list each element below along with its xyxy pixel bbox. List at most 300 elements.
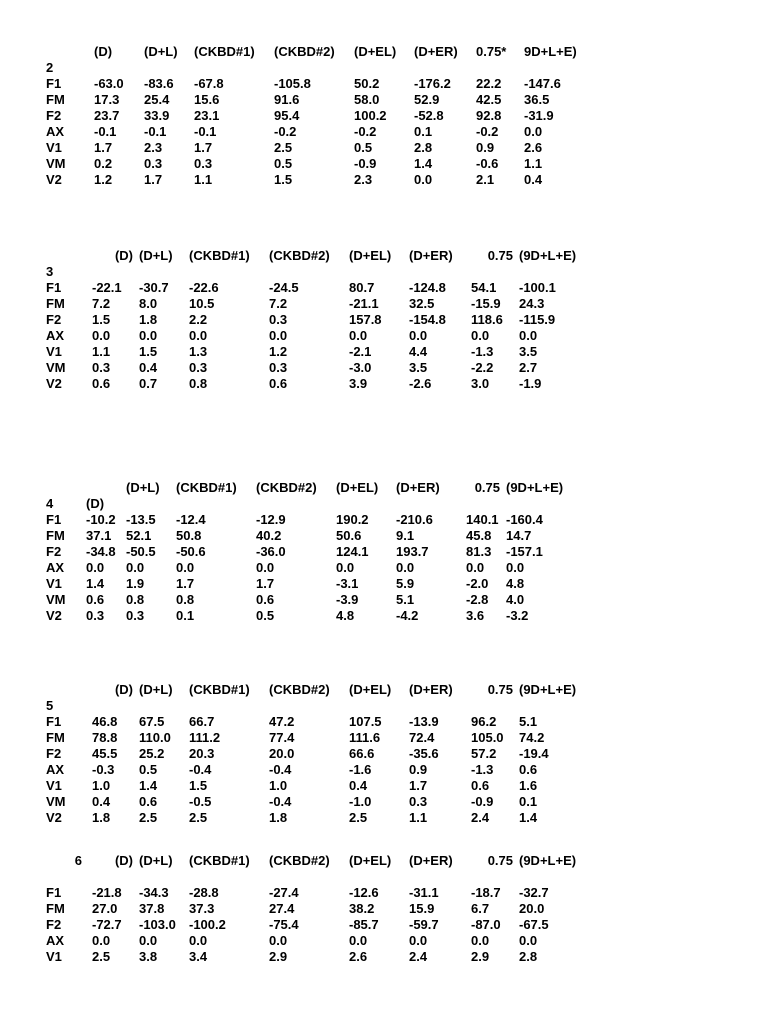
table-cell: 0.6	[92, 376, 111, 391]
table-cell: -4.2	[396, 608, 419, 623]
table-cell: 80.7	[349, 280, 375, 295]
table-cell: -34.3	[139, 885, 169, 900]
table-row	[46, 576, 586, 592]
table-cell: 1.1	[194, 172, 213, 187]
table-cell: 0.9	[409, 762, 428, 777]
table-cell: 45.5	[92, 746, 118, 761]
table-cell: -2.1	[349, 344, 372, 359]
row-label: F2	[46, 746, 62, 761]
table-row	[46, 108, 604, 124]
data-table	[46, 44, 604, 188]
table-cell: 20.0	[519, 901, 545, 916]
table-row	[46, 592, 586, 608]
table-cell: -87.0	[471, 917, 501, 932]
table-row	[46, 778, 599, 794]
table-cell: 4.8	[336, 608, 355, 623]
table-cell: 2.3	[354, 172, 373, 187]
row-label: FM	[46, 730, 65, 745]
table-cell: 124.1	[336, 544, 369, 559]
row-label: AX	[46, 124, 65, 139]
col-header: (D+EL)	[349, 853, 392, 868]
table-cell: 0.5	[139, 762, 158, 777]
table-cell: 1.1	[524, 156, 543, 171]
col-header: 0.75	[474, 480, 500, 495]
table-cell: 3.4	[189, 949, 208, 964]
table-cell: 50.8	[176, 528, 202, 543]
table-cell: -85.7	[349, 917, 379, 932]
table-cell: 4.0	[506, 592, 525, 607]
header-row	[46, 480, 586, 496]
table-cell: 111.2	[189, 730, 221, 745]
table-cell: 0.1	[519, 794, 538, 809]
col-header: (CKBD#1)	[189, 853, 250, 868]
col-header: (D)	[114, 853, 133, 868]
table-row	[46, 901, 599, 917]
col-header: 0.75	[487, 248, 513, 263]
table-cell: -1.6	[349, 762, 372, 777]
table-cell: 42.5	[476, 92, 502, 107]
table-cell: 0.0	[519, 933, 538, 948]
table-row	[46, 156, 604, 172]
table-body	[46, 714, 599, 826]
table-cell: 0.5	[354, 140, 373, 155]
table-cell: 95.4	[274, 108, 300, 123]
table-cell: 3.8	[139, 949, 158, 964]
table-cell: -1.3	[471, 344, 494, 359]
table-cell: 1.7	[144, 172, 163, 187]
table-cell: 92.8	[476, 108, 502, 123]
table-cell: 2.5	[139, 810, 158, 825]
table-cell: -2.6	[409, 376, 432, 391]
table-cell: -0.2	[476, 124, 499, 139]
table-cell: 1.4	[519, 810, 538, 825]
table-cell: 107.5	[349, 714, 382, 729]
col-header: (D+ER)	[414, 44, 458, 59]
table-cell: 17.3	[94, 92, 120, 107]
table-cell: 38.2	[349, 901, 375, 916]
table-cell: 100.2	[354, 108, 387, 123]
col-header: (CKBD#2)	[269, 248, 330, 263]
table-cell: 0.0	[139, 328, 158, 343]
table-cell: 2.5	[92, 949, 111, 964]
table-cell: 0.6	[519, 762, 538, 777]
table-cell: 2.7	[519, 360, 538, 375]
table-cell: 0.4	[524, 172, 543, 187]
table-row	[46, 714, 599, 730]
table-row	[46, 917, 599, 933]
table-cell: 0.0	[189, 933, 208, 948]
table-cell: 3.9	[349, 376, 368, 391]
table-cell: 0.3	[189, 360, 208, 375]
table-cell: 0.0	[471, 328, 490, 343]
table-cell: 47.2	[269, 714, 295, 729]
table-cell: 0.0	[409, 328, 428, 343]
table-cell: 0.0	[349, 933, 368, 948]
table-cell: -100.2	[189, 917, 226, 932]
table-body	[46, 280, 599, 392]
table-cell: 1.1	[409, 810, 428, 825]
data-table	[46, 480, 586, 624]
table-cell: 2.8	[519, 949, 538, 964]
table-cell: 37.8	[139, 901, 165, 916]
table-cell: -1.0	[349, 794, 372, 809]
table-cell: -31.9	[524, 108, 554, 123]
table-cell: 15.9	[409, 901, 435, 916]
row-label: V1	[46, 778, 62, 793]
table-cell: -0.2	[354, 124, 377, 139]
col-header: (D+L)	[139, 248, 173, 263]
table-cell: 2.5	[349, 810, 368, 825]
table-cell: 37.3	[189, 901, 215, 916]
row-label: F2	[46, 108, 62, 123]
row-label: V1	[46, 576, 62, 591]
table-3	[46, 248, 768, 392]
table-row	[46, 810, 599, 826]
table-cell: -83.6	[144, 76, 174, 91]
table-cell: -32.7	[519, 885, 549, 900]
table-cell: 2.9	[269, 949, 288, 964]
table-cell: -30.7	[139, 280, 169, 295]
table-cell: 2.6	[349, 949, 368, 964]
col-header: (D)	[86, 496, 105, 511]
row-label: V1	[46, 344, 62, 359]
data-table	[46, 853, 599, 965]
table-cell: -0.9	[354, 156, 377, 171]
table-cell: 2.4	[409, 949, 428, 964]
col-header: (CKBD#1)	[189, 248, 250, 263]
table-cell: 1.1	[92, 344, 111, 359]
table-cell: 0.0	[471, 933, 490, 948]
table-cell: 0.6	[269, 376, 288, 391]
table-cell: 5.1	[396, 592, 415, 607]
table-cell: -176.2	[414, 76, 451, 91]
table-cell: 33.9	[144, 108, 170, 123]
table-cell: 140.1	[466, 512, 499, 527]
table-cell: 1.5	[92, 312, 111, 327]
table-cell: -0.5	[189, 794, 212, 809]
table-cell: 57.2	[471, 746, 497, 761]
col-header: (D+ER)	[409, 682, 453, 697]
table-cell: -100.1	[519, 280, 556, 295]
table-cell: 0.0	[269, 933, 288, 948]
row-label: AX	[46, 328, 65, 343]
table-row	[46, 172, 604, 188]
table-cell: -115.9	[519, 312, 556, 327]
table-cell: 22.2	[476, 76, 502, 91]
table-cell: 2.6	[524, 140, 543, 155]
col-header: (D+L)	[144, 44, 178, 59]
table-cell: 27.0	[92, 901, 118, 916]
row-label: V2	[46, 172, 62, 187]
table-cell: 0.3	[409, 794, 428, 809]
table-cell: 0.9	[476, 140, 495, 155]
row-label: F1	[46, 76, 62, 91]
table-cell: 66.6	[349, 746, 375, 761]
table-cell: 14.7	[506, 528, 532, 543]
table-cell: 2.3	[144, 140, 163, 155]
table-cell: -157.1	[506, 544, 543, 559]
data-table	[46, 248, 599, 392]
table-cell: 78.8	[92, 730, 118, 745]
table-cell: -50.6	[176, 544, 206, 559]
col-header: (D+ER)	[409, 248, 453, 263]
table-cell: 0.0	[92, 328, 111, 343]
table-cell: 1.7	[409, 778, 428, 793]
table-row	[46, 360, 599, 376]
row-label: V2	[46, 810, 62, 825]
table-cell: 0.0	[256, 560, 275, 575]
table-row	[46, 933, 599, 949]
table-cell: -2.2	[471, 360, 494, 375]
table-cell: 50.6	[336, 528, 362, 543]
table-cell: 54.1	[471, 280, 497, 295]
col-header: (D+EL)	[336, 480, 379, 495]
table-cell: 2.5	[274, 140, 293, 155]
table-cell: 1.4	[414, 156, 433, 171]
col-header: (D+L)	[139, 853, 173, 868]
table-cell: -1.9	[519, 376, 542, 391]
table-cell: 0.3	[144, 156, 163, 171]
col-header: 0.75	[487, 682, 513, 697]
table-cell: -59.7	[409, 917, 439, 932]
table-cell: -35.6	[409, 746, 439, 761]
table-cell: -27.4	[269, 885, 299, 900]
table-cell: 1.5	[274, 172, 293, 187]
table-cell: 25.4	[144, 92, 170, 107]
row-label: V1	[46, 140, 62, 155]
table-cell: 2.4	[471, 810, 490, 825]
table-cell: -12.6	[349, 885, 379, 900]
table-cell: 0.6	[139, 794, 158, 809]
table-cell: 105.0	[471, 730, 504, 745]
table-cell: 0.0	[139, 933, 158, 948]
id-row	[46, 496, 586, 512]
table-cell: 20.0	[269, 746, 295, 761]
table-cell: -22.6	[189, 280, 219, 295]
table-cell: 40.2	[256, 528, 282, 543]
table-cell: 0.4	[92, 794, 111, 809]
table-cell: 0.0	[524, 124, 543, 139]
row-label: F1	[46, 512, 62, 527]
table-cell: -0.1	[144, 124, 167, 139]
col-header: (D+ER)	[409, 853, 453, 868]
table-cell: -3.2	[506, 608, 529, 623]
table-cell: -12.4	[176, 512, 206, 527]
col-header: (CKBD#1)	[176, 480, 237, 495]
table-cell: 0.2	[94, 156, 113, 171]
table-cell: 0.0	[269, 328, 288, 343]
table-cell: 15.6	[194, 92, 220, 107]
table-cell: -63.0	[94, 76, 124, 91]
table-cell: -34.8	[86, 544, 116, 559]
table-cell: 0.3	[269, 360, 288, 375]
table-cell: 96.2	[471, 714, 497, 729]
table-cell: -31.1	[409, 885, 439, 900]
table-cell: 0.3	[269, 312, 288, 327]
table-cell: 0.5	[256, 608, 275, 623]
table-body	[46, 885, 599, 965]
col-header: 0.75	[487, 853, 513, 868]
table-cell: -10.2	[86, 512, 116, 527]
table-cell: 8.0	[139, 296, 158, 311]
table-cell: 25.2	[139, 746, 165, 761]
col-header: (D)	[114, 248, 133, 263]
table-cell: -0.4	[269, 794, 292, 809]
table-cell: -19.4	[519, 746, 549, 761]
table-cell: -72.7	[92, 917, 122, 932]
table-cell: 0.6	[86, 592, 105, 607]
table-cell: 0.0	[189, 328, 208, 343]
table-cell: 91.6	[274, 92, 300, 107]
table-cell: -0.4	[269, 762, 292, 777]
table-number: 4	[46, 496, 54, 511]
table-cell: 190.2	[336, 512, 369, 527]
col-header: (D)	[114, 682, 133, 697]
table-cell: 77.4	[269, 730, 295, 745]
row-label: FM	[46, 296, 65, 311]
table-cell: 81.3	[466, 544, 492, 559]
table-cell: 37.1	[86, 528, 112, 543]
table-number: 6	[74, 853, 82, 868]
table-cell: 1.4	[139, 778, 158, 793]
table-cell: 2.5	[189, 810, 208, 825]
table-cell: -75.4	[269, 917, 299, 932]
table-cell: 46.8	[92, 714, 118, 729]
table-cell: 0.7	[139, 376, 158, 391]
table-row	[46, 885, 599, 901]
table-cell: 2.2	[189, 312, 208, 327]
table-number: 5	[46, 698, 54, 713]
table-row	[46, 328, 599, 344]
table-cell: -210.6	[396, 512, 433, 527]
table-cell: 10.5	[189, 296, 215, 311]
table-cell: 0.1	[176, 608, 195, 623]
table-5	[46, 682, 768, 826]
spacer-row	[46, 869, 599, 885]
table-row	[46, 376, 599, 392]
table-cell: -3.1	[336, 576, 359, 591]
table-cell: 1.8	[139, 312, 158, 327]
table-cell: 0.0	[466, 560, 485, 575]
table-cell: 0.4	[139, 360, 158, 375]
table-cell: -22.1	[92, 280, 122, 295]
table-cell: -67.8	[194, 76, 224, 91]
data-table	[46, 682, 599, 826]
table-cell: 0.6	[256, 592, 275, 607]
table-cell: -103.0	[139, 917, 176, 932]
table-body	[46, 512, 586, 624]
table-cell: 0.3	[126, 608, 145, 623]
table-cell: 24.3	[519, 296, 545, 311]
id-row	[46, 698, 599, 714]
table-cell: 4.4	[409, 344, 428, 359]
table-cell: -124.8	[409, 280, 446, 295]
col-header: (D+EL)	[354, 44, 397, 59]
row-label: AX	[46, 933, 65, 948]
table-cell: 0.5	[274, 156, 293, 171]
table-row	[46, 949, 599, 965]
table-cell: -160.4	[506, 512, 543, 527]
row-label: F2	[46, 544, 62, 559]
table-row	[46, 312, 599, 328]
row-label: AX	[46, 560, 65, 575]
table-cell: -0.3	[92, 762, 115, 777]
header-row	[46, 44, 604, 60]
table-cell: 27.4	[269, 901, 295, 916]
table-cell: 1.0	[92, 778, 111, 793]
id-row	[46, 264, 599, 280]
table-cell: -1.3	[471, 762, 494, 777]
table-cell: -24.5	[269, 280, 299, 295]
table-cell: 1.2	[94, 172, 113, 187]
table-cell: 0.0	[414, 172, 433, 187]
header-row	[46, 853, 599, 869]
col-header: (CKBD#1)	[189, 682, 250, 697]
table-cell: 23.1	[194, 108, 220, 123]
table-cell: 23.7	[94, 108, 120, 123]
table-cell: 0.3	[194, 156, 213, 171]
table-cell: -3.0	[349, 360, 372, 375]
table-cell: 157.8	[349, 312, 382, 327]
table-cell: 193.7	[396, 544, 429, 559]
table-cell: 74.2	[519, 730, 545, 745]
row-label: VM	[46, 592, 66, 607]
table-cell: 1.0	[269, 778, 288, 793]
table-cell: 1.5	[189, 778, 208, 793]
col-header: (CKBD#2)	[269, 853, 330, 868]
row-label: FM	[46, 901, 65, 916]
table-cell: 0.0	[396, 560, 415, 575]
table-cell: -21.1	[349, 296, 379, 311]
col-header: (D+EL)	[349, 682, 392, 697]
table-cell: -154.8	[409, 312, 446, 327]
table-cell: 1.7	[94, 140, 113, 155]
table-cell: 0.0	[176, 560, 195, 575]
table-number: 2	[46, 60, 54, 75]
col-header: (D+L)	[139, 682, 173, 697]
table-cell: -67.5	[519, 917, 549, 932]
table-6	[46, 853, 768, 965]
table-row	[46, 746, 599, 762]
table-cell: 6.7	[471, 901, 490, 916]
header-row	[46, 682, 599, 698]
table-cell: -3.9	[336, 592, 359, 607]
row-label: FM	[46, 528, 65, 543]
table-row	[46, 280, 599, 296]
table-cell: 0.3	[86, 608, 105, 623]
table-cell: 118.6	[471, 312, 503, 327]
table-cell: 0.8	[126, 592, 145, 607]
table-row	[46, 76, 604, 92]
table-row	[46, 344, 599, 360]
row-label: F1	[46, 714, 62, 729]
table-cell: 0.0	[409, 933, 428, 948]
table-row	[46, 124, 604, 140]
table-cell: 1.7	[256, 576, 275, 591]
table-body	[46, 76, 604, 188]
col-header: 0.75*	[476, 44, 507, 59]
table-cell: 0.1	[414, 124, 433, 139]
table-cell: 2.9	[471, 949, 490, 964]
table-row	[46, 140, 604, 156]
table-cell: 45.8	[466, 528, 492, 543]
table-row	[46, 560, 586, 576]
id-row	[46, 60, 604, 76]
col-header: (CKBD#2)	[274, 44, 335, 59]
table-row	[46, 544, 586, 560]
table-cell: -52.8	[414, 108, 444, 123]
table-cell: -12.9	[256, 512, 286, 527]
